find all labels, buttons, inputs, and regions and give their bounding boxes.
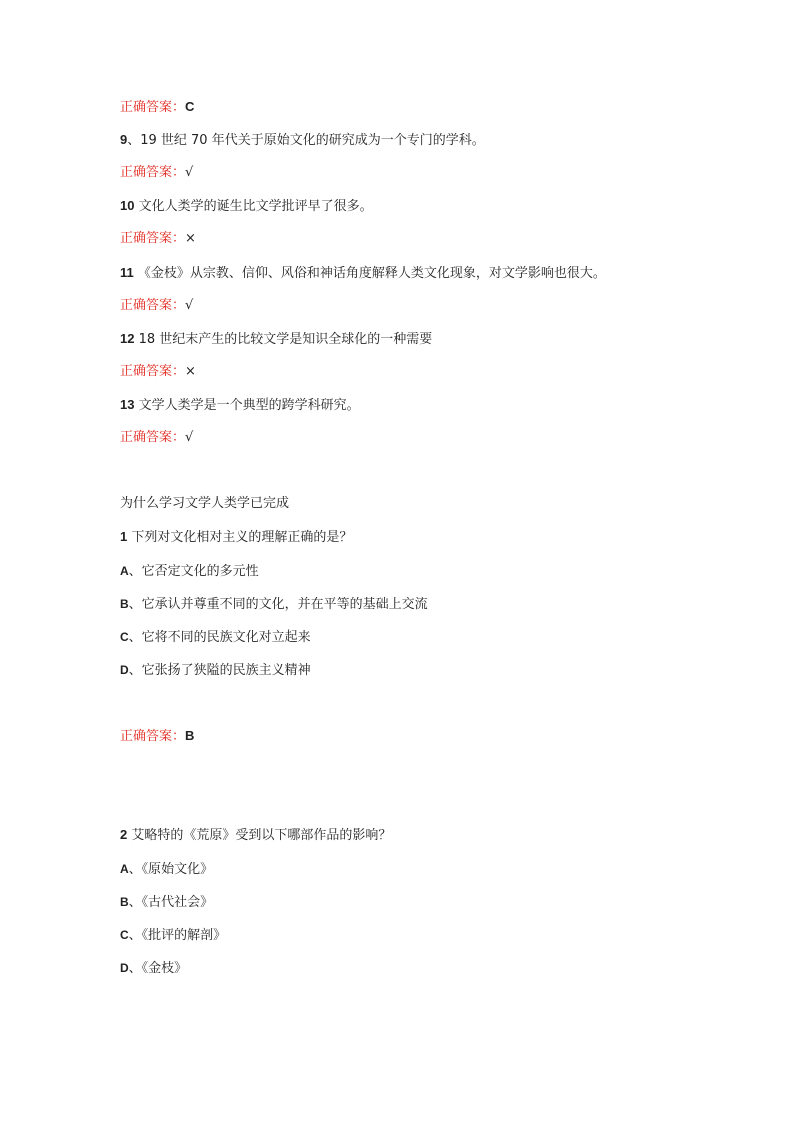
answer-line [120,429,193,447]
answer-label: 正确答案： [120,100,186,115]
statement-text: 、19 世纪 70 年代关于原始文化的研究成为一个专门的学科。 [127,133,485,148]
answer-cross-mark: × [185,231,196,246]
statement-text: 18 世纪末产生的比较文学是知识全球化的一种需要 [138,332,433,347]
option-text: 、它张扬了狭隘的民族主义精神 [128,663,311,678]
option-b [120,893,213,912]
question-2 [120,826,391,845]
option-text: 、它否定文化的多元性 [128,564,259,579]
statement-number: 9 [120,132,128,147]
answer-line [120,727,194,746]
option-d [120,661,311,680]
question-text: 艾略特的《荒原》受到以下哪部作品的影响？ [131,828,392,843]
answer-label: 正确答案： [120,364,186,379]
statement-number: 10 [120,198,135,213]
statement-text: 《金枝》从宗教、信仰、风俗和神话角度解释人类文化现象，对文学影响也很大。 [137,266,606,281]
answer-label: 正确答案： [120,165,186,180]
answer-line [120,230,196,248]
answer-value: B [185,728,195,743]
answer-check-mark: √ [185,430,194,445]
statement-text: 文学人类学是一个典型的跨学科研究。 [138,398,360,413]
statement-text: 文化人类学的诞生比文学批评早了很多。 [138,199,373,214]
option-letter: B [120,895,129,909]
option-text: 、它承认并尊重不同的文化，并在平等的基础上交流 [128,597,428,612]
answer-label: 正确答案： [120,298,186,313]
option-b [120,595,428,614]
option-d [120,959,187,978]
answer-line [120,363,196,381]
answer-line [120,297,193,315]
option-text: 、《原始文化》 [128,862,214,877]
statement-number: 13 [120,397,135,412]
option-letter: C [120,928,129,942]
statement-number: 12 [120,331,135,346]
option-a [120,562,259,581]
answer-check-mark: √ [185,298,194,313]
answer-value: C [185,99,195,114]
option-letter: A [120,862,129,876]
answer-label: 正确答案： [120,430,186,445]
answer-check-mark: √ [185,165,194,180]
answer-label: 正确答案： [120,231,186,246]
answer-label: 正确答案： [120,729,186,744]
option-a [120,860,213,879]
option-letter: D [120,663,129,677]
statement-9 [120,131,485,150]
statement-11 [120,264,606,283]
section-title: 为什么学习文学人类学已完成 [120,496,290,511]
statement-number: 11 [120,265,134,280]
answer-line [120,98,194,117]
option-text: 、它将不同的民族文化对立起来 [128,630,311,645]
statement-12 [120,330,432,349]
question-number: 2 [120,827,128,842]
statement-13 [120,396,360,415]
question-text: 下列对文化相对主义的理解正确的是？ [131,530,353,545]
option-text: 、《批评的解剖》 [128,928,227,943]
option-letter: D [120,961,129,975]
option-letter: A [120,564,129,578]
answer-cross-mark: × [185,364,196,379]
question-number: 1 [120,529,128,544]
question-1 [120,528,352,547]
option-letter: B [120,597,129,611]
option-text: 、《金枝》 [128,961,188,976]
option-text: 、《古代社会》 [128,895,214,910]
statement-10 [120,197,373,216]
option-c [120,628,311,647]
answer-line [120,164,193,182]
option-letter: C [120,630,129,644]
option-c [120,926,226,945]
